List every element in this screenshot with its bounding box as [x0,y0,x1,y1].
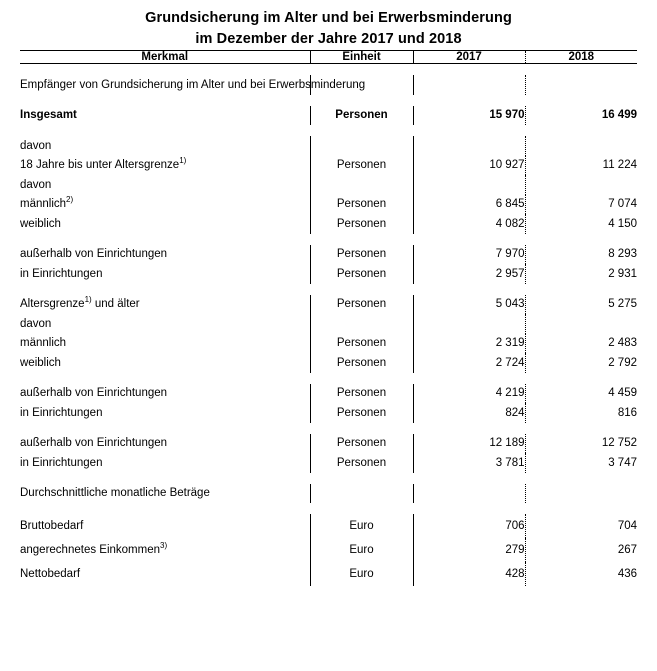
row-value-2018: 7 074 [525,195,637,215]
table-row [20,334,637,354]
row-value-2017: 5 043 [413,295,525,315]
spacer [20,234,637,245]
row-unit: Personen [310,434,413,454]
table-row [20,136,637,156]
section-heading-row [20,75,637,95]
title-line-2: im Dezember der Jahre 2017 und 2018 [195,31,462,47]
row-value-2018: 4 150 [525,214,637,234]
title-line-1: Grundsicherung im Alter und bei Erwerbsminderung [145,10,512,26]
spacer [20,95,637,106]
row-unit: Personen [310,453,413,473]
footnote-marker: 1) [179,156,187,166]
row-unit: Personen [310,403,413,423]
row-unit: Personen [310,264,413,284]
section-label-empfaenger: Empfänger von Grundsicherung im Alter und bei Erwerbsminderung [20,78,366,91]
footnote-marker: 2) [66,195,74,205]
row-value-2017: 279 [413,538,525,562]
row-label: weiblich [20,356,61,369]
row-label-text: männlich [20,198,67,211]
table-row [20,353,637,373]
table-row [20,384,637,404]
row-value-2018: 8 293 [525,245,637,265]
table-row [20,106,637,126]
row-value-2018: 2 792 [525,353,637,373]
statistics-table [20,50,637,586]
row-label: davon [20,317,52,330]
row-value-2018: 4 459 [525,384,637,404]
row-value-2017: 2 319 [413,334,525,354]
column-header-2018: 2018 [525,51,637,64]
row-unit: Personen [310,353,413,373]
row-unit: Personen [310,156,413,176]
row-label: männlich [20,337,67,350]
row-label: in Einrichtungen [20,267,103,280]
row-value-2017: 428 [413,562,525,586]
table-row [20,175,637,195]
row-value-2017: 10 927 [413,156,525,176]
row-value-2017: 706 [413,514,525,538]
row-label-text: angerechnetes Einkommen [20,544,160,556]
row-value-2017: 4 082 [413,214,525,234]
table-row [20,314,637,334]
row-unit: Euro [310,538,413,562]
row-label-text: Altersgrenze [20,298,85,311]
row-value-2018: 11 224 [525,156,637,176]
row-unit: Personen [310,384,413,404]
row-value-2018: 267 [525,538,637,562]
row-label: außerhalb von Einrichtungen [20,437,168,450]
row-value-2017: 2 957 [413,264,525,284]
spacer [20,423,637,434]
row-value-2018: 3 747 [525,453,637,473]
row-label [20,195,310,215]
row-value-2018: 16 499 [525,106,637,126]
footnote-marker: 1) [84,295,92,305]
table-row [20,403,637,423]
row-value-2017: 6 845 [413,195,525,215]
row-label: Bruttobedarf [20,520,84,532]
row-label [20,538,310,562]
table-row [20,156,637,176]
table-row [20,538,637,562]
row-value-2017: 4 219 [413,384,525,404]
row-value-2018: 704 [525,514,637,538]
row-label: weiblich [20,217,61,230]
row-unit: Personen [310,295,413,315]
row-label [20,156,310,176]
row-value-2017: 12 189 [413,434,525,454]
spacer [20,473,637,484]
row-unit: Euro [310,562,413,586]
row-value-2017: 15 970 [413,106,525,126]
page-title [0,0,657,50]
table-row [20,214,637,234]
row-label-text: 18 Jahre bis unter Altersgrenze [20,159,180,172]
row-value-2018: 816 [525,403,637,423]
row-value-2018: 5 275 [525,295,637,315]
row-label: davon [20,139,52,152]
table-row [20,245,637,265]
row-label: Nettobedarf [20,568,81,580]
footnote-marker: 3) [160,541,168,551]
table-row [20,195,637,215]
row-value-2017: 7 970 [413,245,525,265]
spacer [20,373,637,384]
row-label: außerhalb von Einrichtungen [20,248,168,261]
column-header-merkmal: Merkmal [141,51,189,63]
row-label: Insgesamt [20,109,77,122]
row-value-2017: 3 781 [413,453,525,473]
row-label-text-2: und älter [91,298,140,311]
row-unit: Personen [310,334,413,354]
column-header-2017: 2017 [413,51,525,64]
row-value-2018: 436 [525,562,637,586]
column-header-einheit: Einheit [310,51,413,64]
row-value-2017: 824 [413,403,525,423]
table-row [20,453,637,473]
row-unit: Euro [310,514,413,538]
row-label: in Einrichtungen [20,406,103,419]
spacer [20,125,637,136]
row-label: davon [20,178,52,191]
spacer [20,284,637,295]
row-value-2018: 12 752 [525,434,637,454]
row-unit: Personen [310,195,413,215]
section-label-betraege: Durchschnittliche monatliche Beträge [20,487,210,500]
table-header-row [20,51,637,64]
spacer [20,64,637,75]
row-value-2018: 2 483 [525,334,637,354]
row-value-2017: 2 724 [413,353,525,373]
table-row [20,295,637,315]
table-row [20,264,637,284]
row-label [20,295,310,315]
row-value-2018: 2 931 [525,264,637,284]
section-heading-row [20,484,637,504]
row-unit: Personen [310,106,413,126]
row-label: außerhalb von Einrichtungen [20,387,168,400]
row-label: in Einrichtungen [20,456,103,469]
row-unit: Personen [310,245,413,265]
spacer [20,503,637,514]
table-row [20,434,637,454]
table-row [20,562,637,586]
row-unit: Personen [310,214,413,234]
table-row [20,514,637,538]
